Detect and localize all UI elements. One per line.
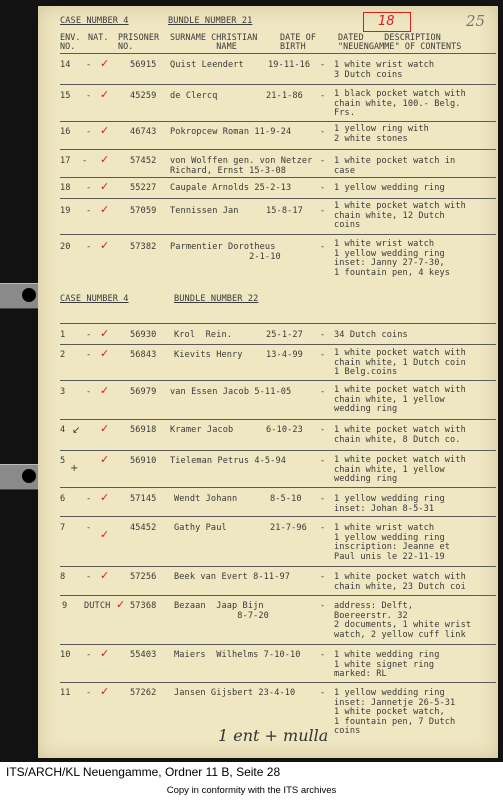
row-dash: -	[320, 91, 326, 101]
row-nat: -	[86, 330, 92, 340]
row-nat: -	[86, 183, 92, 193]
row-dash: -	[320, 523, 326, 533]
header-surname-name: SURNAME CHRISTIAN NAME	[170, 32, 258, 51]
row-env-no: 6	[60, 494, 66, 504]
row-env-no: 1	[60, 330, 66, 340]
row-env-no: 15	[60, 91, 71, 101]
row-nat: -	[86, 387, 92, 397]
row-name: Krol Rein.	[174, 330, 233, 340]
red-check-mark: ✓	[100, 347, 110, 360]
row-description: 1 white wedding ring 1 white signet ring marked: RL	[334, 650, 440, 680]
row-dob: 6-10-23	[266, 425, 303, 435]
red-check-mark: ✓	[100, 384, 110, 397]
red-check-mark: ✓	[100, 57, 110, 70]
page-number: 25	[466, 12, 486, 30]
row-rule	[60, 177, 496, 178]
row-prisoner-no: 56918	[130, 425, 157, 435]
row-prisoner-no: 45259	[130, 91, 157, 101]
row-name: Jansen Gijsbert 23-4-10	[174, 688, 296, 698]
red-check-mark: ✓	[100, 685, 110, 698]
row-rule	[60, 595, 496, 596]
copy-notice: Copy in conformity with the ITS archives	[166, 785, 337, 796]
row-env-no: 9	[62, 601, 68, 611]
row-name: Pokropcew Roman 11-9-24	[170, 127, 292, 137]
row-name: Kievits Henry	[174, 350, 243, 360]
red-check-mark: ✓	[100, 124, 110, 137]
row-prisoner-no: 57262	[130, 688, 157, 698]
punch-hole-bottom	[22, 469, 36, 483]
row-prisoner-no: 56910	[130, 456, 157, 466]
row-rule	[60, 682, 496, 683]
row-description: address: Delft, Boereerstr. 32 2 documents, 1 white wrist watch, 2 yellow cuff link	[334, 601, 472, 640]
row-env-no: 20	[60, 242, 71, 252]
row-rule	[60, 121, 496, 122]
red-check-mark: ✓	[100, 647, 110, 660]
header-contents: DATED DESCRIPTION "NEUENGAMME" OF CONTENTS	[338, 32, 462, 51]
bundle-number-label: BUNDLE NUMBER 22	[174, 294, 259, 304]
row-env-no: 5	[60, 456, 66, 466]
punch-hole-top	[22, 288, 36, 302]
row-env-no: 19	[60, 206, 71, 216]
document-page	[38, 6, 498, 758]
row-description: 1 white pocket watch with chain white, 1 yellow wedding ring	[334, 455, 466, 485]
row-env-no: 2	[60, 350, 66, 360]
row-dob: 15-8-17	[266, 206, 303, 216]
row-env-no: 16	[60, 127, 71, 137]
row-rule	[60, 234, 496, 235]
row-dash: -	[320, 156, 326, 166]
row-description: 1 white pocket watch with chain white, 1 Dutch coin 1 Belg.coins	[334, 348, 466, 378]
row-prisoner-no: 46743	[130, 127, 157, 137]
row-env-no: 7	[60, 523, 66, 533]
handwritten-note: 1 ent + mulla	[218, 726, 329, 745]
row-nat: DUTCH	[84, 601, 111, 611]
row-dash: -	[320, 572, 326, 582]
ink-cross-mark: +	[70, 463, 79, 474]
row-prisoner-no: 57452	[130, 156, 157, 166]
ink-arrow-mark: ↙	[72, 425, 81, 436]
row-dash: -	[320, 387, 326, 397]
row-prisoner-no: 56915	[130, 60, 157, 70]
row-prisoner-no: 56843	[130, 350, 157, 360]
row-dob: 25-1-27	[266, 330, 303, 340]
red-check-mark: ✓	[100, 153, 110, 166]
row-description: 1 white pocket watch with chain white, 12 Dutch coins	[334, 201, 466, 231]
row-prisoner-no: 57059	[130, 206, 157, 216]
red-check-mark: ✓	[100, 180, 110, 193]
row-nat: -	[86, 242, 92, 252]
row-nat: -	[86, 91, 92, 101]
row-nat: -	[86, 206, 92, 216]
row-name: Beek van Evert 8-11-97	[174, 572, 291, 582]
header-prisoner-no: PRISONER NO.	[118, 32, 160, 51]
row-rule	[60, 198, 496, 199]
row-prisoner-no: 45452	[130, 523, 157, 533]
row-dash: -	[320, 60, 326, 70]
row-dash: -	[320, 601, 326, 611]
row-rule	[60, 487, 496, 488]
row-prisoner-no: 57256	[130, 572, 157, 582]
row-prisoner-no: 57145	[130, 494, 157, 504]
row-nat: -	[86, 494, 92, 504]
row-description: 1 white wrist watch 3 Dutch coins	[334, 60, 435, 80]
row-dob: 8-5-10	[270, 494, 302, 504]
row-nat: -	[86, 572, 92, 582]
row-description: 1 yellow wedding ring inset: Johan 8-5-31	[334, 494, 445, 514]
row-nat: -	[86, 688, 92, 698]
row-prisoner-no: 57368	[130, 601, 157, 611]
row-nat: -	[86, 350, 92, 360]
row-env-no: 3	[60, 387, 66, 397]
row-dash: -	[320, 127, 326, 137]
row-rule	[60, 380, 496, 381]
row-dash: -	[320, 425, 326, 435]
row-env-no: 14	[60, 60, 71, 70]
row-name: Gathy Paul	[174, 523, 227, 533]
row-dash: -	[320, 688, 326, 698]
row-dash: -	[320, 650, 326, 660]
archive-reference: ITS/ARCH/KL Neuengamme, Ordner 11 B, Seite 28	[6, 765, 281, 779]
row-nat: -	[86, 523, 92, 533]
row-env-no: 17	[60, 156, 71, 166]
row-prisoner-no: 55403	[130, 650, 157, 660]
row-dash: -	[320, 206, 326, 216]
red-check-mark: ✓	[100, 528, 110, 541]
red-check-mark: ✓	[100, 203, 110, 216]
row-dash: -	[320, 242, 326, 252]
row-dash: -	[320, 350, 326, 360]
row-name: Quist Leendert	[170, 60, 244, 70]
row-dash: -	[320, 494, 326, 504]
stamp-number: 18	[378, 14, 395, 29]
row-name: Parmentier Dorotheus 2-1-10	[170, 242, 281, 262]
row-rule	[60, 84, 496, 85]
row-nat: -	[86, 60, 92, 70]
red-check-mark: ✓	[116, 598, 126, 611]
row-name: Caupale Arnolds 25-2-13	[170, 183, 292, 193]
section-rule	[60, 323, 496, 324]
row-env-no: 8	[60, 572, 66, 582]
bundle-number-label: BUNDLE NUMBER 21	[168, 16, 253, 26]
red-check-mark: ✓	[100, 491, 110, 504]
row-prisoner-no: 57382	[130, 242, 157, 252]
row-name: Maiers Wilhelms 7-10-10	[174, 650, 301, 660]
row-nat: -	[86, 127, 92, 137]
row-env-no: 11	[60, 688, 71, 698]
row-description: 1 yellow ring with 2 white stones	[334, 124, 429, 144]
row-name: Bezaan Jaap Bijn 8-7-20	[174, 601, 269, 621]
row-dash: -	[320, 330, 326, 340]
row-dob: 19-11-16	[268, 60, 311, 70]
row-dash: -	[320, 183, 326, 193]
row-description: 1 white wrist watch 1 yellow wedding ring inset: Janny 27-7-30, 1 fountain pen, 4 keys	[334, 239, 451, 278]
row-env-no: 4	[60, 425, 66, 435]
row-dob: 21-7-96	[270, 523, 307, 533]
row-rule	[60, 419, 496, 420]
red-check-mark: ✓	[100, 239, 110, 252]
row-prisoner-no: 56979	[130, 387, 157, 397]
red-check-mark: ✓	[100, 453, 110, 466]
row-env-no: 18	[60, 183, 71, 193]
row-description: 1 white pocket watch in case	[334, 156, 456, 176]
header-rule	[60, 53, 496, 54]
row-prisoner-no: 55227	[130, 183, 157, 193]
row-env-no: 10	[60, 650, 71, 660]
row-name: Wendt Johann	[174, 494, 238, 504]
row-description: 1 yellow wedding ring inset: Jannetje 26-5-31 1 white pocket watch, 1 fountain pen, 7 Dutch coins	[334, 688, 456, 737]
red-check-mark: ✓	[100, 422, 110, 435]
row-rule	[60, 344, 496, 345]
row-rule	[60, 516, 496, 517]
row-rule	[60, 644, 496, 645]
row-dash: -	[320, 456, 326, 466]
row-description: 1 white pocket watch with chain white, 8 Dutch co.	[334, 425, 466, 445]
header-date-of-birth: DATE OF BIRTH	[280, 32, 316, 51]
row-name: Tennissen Jan	[170, 206, 239, 216]
row-description: 1 white wrist watch 1 yellow wedding ring inscription: Jeanne et Paul unis le 22-11-19	[334, 523, 451, 562]
row-dob: 13-4-99	[266, 350, 303, 360]
case-number-label: CASE NUMBER 4	[60, 294, 129, 304]
row-description: 1 black pocket watch with chain white, 100.- Belg. Frs.	[334, 89, 466, 119]
row-nat: -	[86, 650, 92, 660]
row-dob: 21-1-86	[266, 91, 303, 101]
row-nat: -	[82, 156, 88, 166]
row-name: Kramer Jacob	[170, 425, 234, 435]
row-name: van Essen Jacob 5-11-05	[170, 387, 292, 397]
row-name: de Clercq	[170, 91, 218, 101]
row-description: 1 yellow wedding ring	[334, 183, 445, 193]
row-description: 34 Dutch coins	[334, 330, 408, 340]
row-prisoner-no: 56930	[130, 330, 157, 340]
row-name: von Wolffen gen. von Netzer Richard, Ernst 15-3-08	[170, 156, 313, 176]
red-check-mark: ✓	[100, 88, 110, 101]
header-env-no: ENV. NO.	[60, 32, 81, 51]
header-nat: NAT.	[88, 32, 109, 42]
red-check-mark: ✓	[100, 569, 110, 582]
row-rule	[60, 450, 496, 451]
row-rule	[60, 566, 496, 567]
row-name: Tieleman Petrus 4-5-94	[170, 456, 287, 466]
row-description: 1 white pocket watch with chain white, 23 Dutch coi	[334, 572, 466, 592]
row-rule	[60, 149, 496, 150]
case-number-label: CASE NUMBER 4	[60, 16, 129, 26]
row-description: 1 white pocket watch with chain white, 1 yellow wedding ring	[334, 385, 466, 415]
red-check-mark: ✓	[100, 327, 110, 340]
